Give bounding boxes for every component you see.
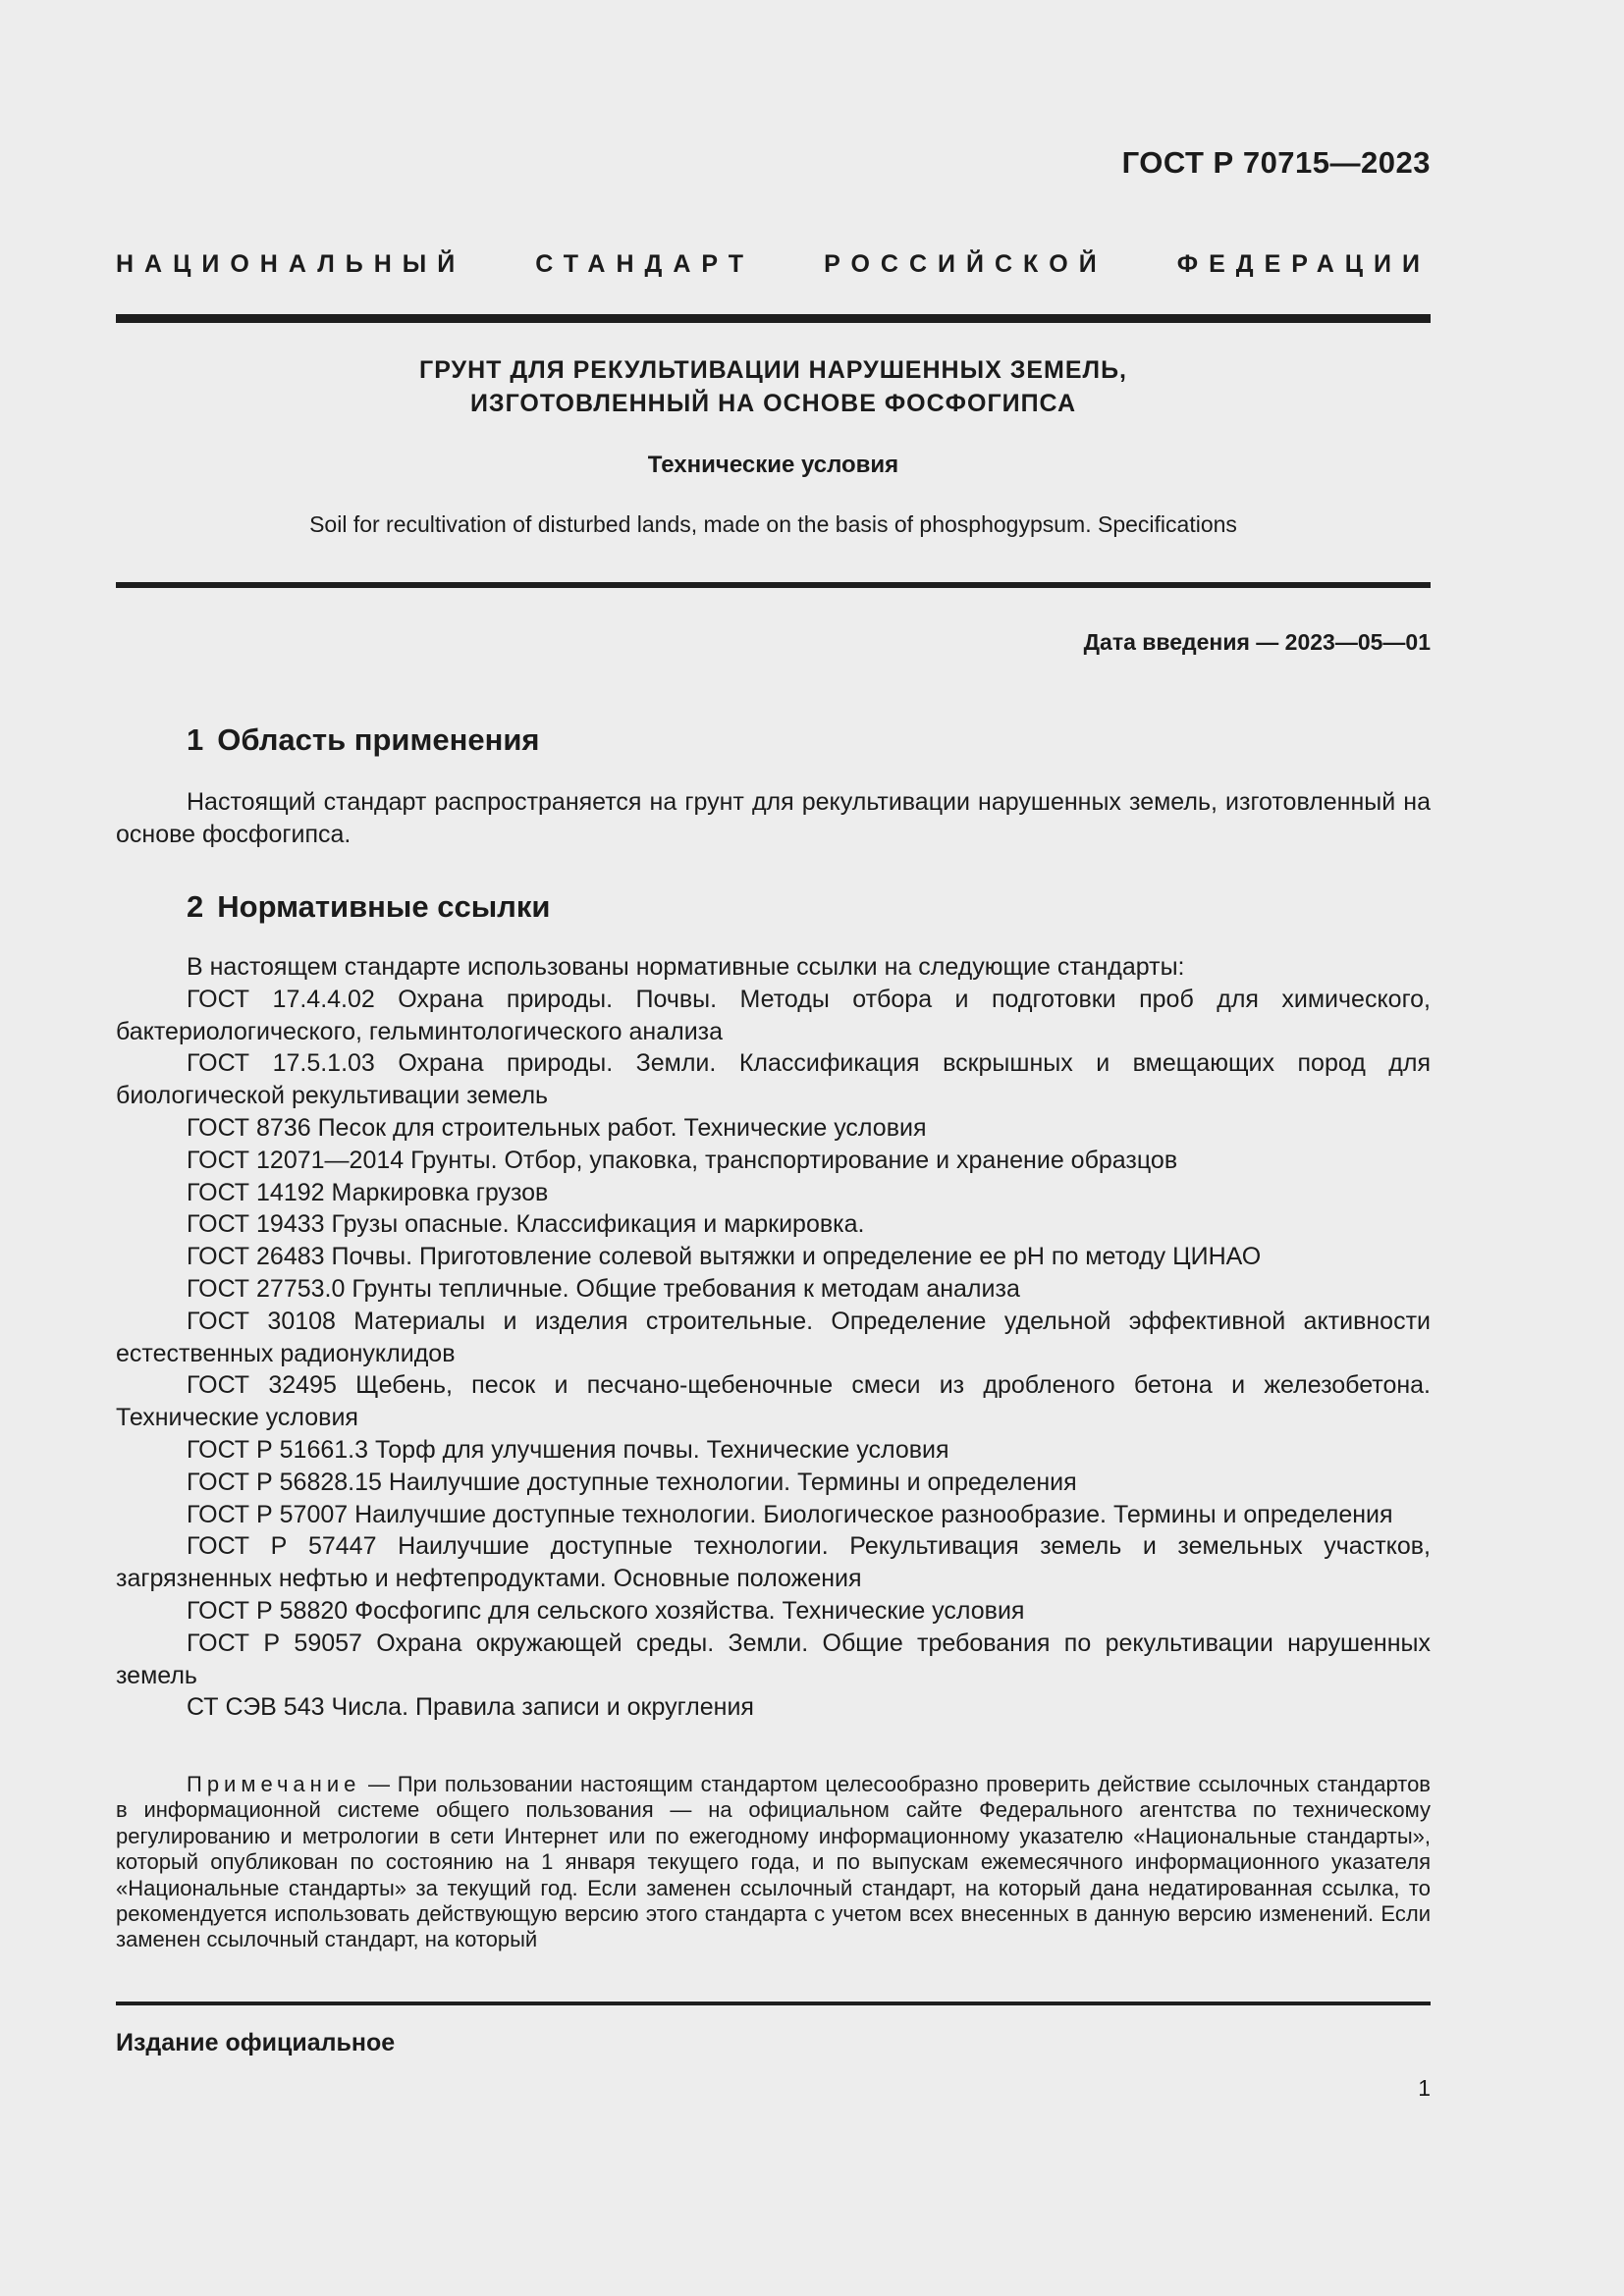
reference-item: ГОСТ 14192 Маркировка грузов <box>187 1178 549 1206</box>
reference-item: ГОСТ 8736 Песок для строительных работ. Технические условия <box>187 1113 927 1142</box>
reference-item: ГОСТ 19433 Грузы опасные. Классификация и маркировка. <box>187 1210 865 1239</box>
section-2-heading <box>187 889 550 925</box>
note-block <box>116 1772 1431 1953</box>
note-label: Примечание <box>187 1772 361 1796</box>
reference-item: ГОСТ Р 59057 Охрана окружающей среды. Земли. Общие требования по рекультивации нарушенных земель <box>116 1629 1431 1689</box>
introduction-date: Дата введения — 2023—05—01 <box>1083 629 1431 655</box>
note-text: — При пользовании настоящим стандартом целесообразно проверить действие ссылочных стандартов в информационной системе общего пользования — на официальном сайте Федерального агентства по техническому регулированию и метрологии в сети Интернет или по ежегодному информационному указателю «Национальные стандарты», который опубликован по состоянию на 1 января текущего года, и по выпускам ежемесячного информационного указателя «Национальные стандарты» за текущий год. Если заменен ссылочный стандарт, на который дана недатированная ссылка, то рекомендуется использовать действующую версию этого стандарта с учетом всех внесенных в данную версию изменений. Если заменен ссылочный стандарт, на который <box>116 1772 1431 1952</box>
section-number: 1 <box>187 722 204 757</box>
national-standard-banner: НАЦИОНАЛЬНЫЙ СТАНДАРТ РОССИЙСКОЙ ФЕДЕРАЦИИ <box>116 250 1431 278</box>
reference-item: СТ СЭВ 543 Числа. Правила записи и округления <box>187 1693 754 1722</box>
title-line-2: ИЗГОТОВЛЕННЫЙ НА ОСНОВЕ ФОСФОГИПСА <box>469 390 1077 417</box>
reference-item: ГОСТ 26483 Почвы. Приготовление солевой вытяжки и определение ее pH по методу ЦИНАО <box>187 1243 1262 1271</box>
reference-item: ГОСТ 32495 Щебень, песок и песчано-щебеночные смеси из дробленого бетона и железобетона. Технические условия <box>116 1371 1431 1432</box>
reference-item: ГОСТ 27753.0 Грунты тепличные. Общие требования к методам анализа <box>187 1274 1020 1303</box>
reference-item: ГОСТ Р 57007 Наилучшие доступные технологии. Биологическое разнообразие. Термины и определения <box>187 1500 1393 1528</box>
document-subtitle: Технические условия <box>647 452 899 478</box>
title-line-1: ГРУНТ ДЛЯ РЕКУЛЬТИВАЦИИ НАРУШЕННЫХ ЗЕМЕЛЬ, <box>419 356 1127 384</box>
page-number: 1 <box>1418 2075 1431 2101</box>
title-divider <box>116 582 1431 588</box>
note-paragraph <box>116 1772 1431 1953</box>
reference-item: ГОСТ Р 57447 Наилучшие доступные технологии. Рекультивация земель и земельных участков, загрязненных нефтью и нефтепродуктами. Основные положения <box>116 1532 1431 1593</box>
reference-item: ГОСТ Р 51661.3 Торф для улучшения почвы. Технические условия <box>187 1435 949 1464</box>
section-title: Нормативные ссылки <box>217 889 551 924</box>
reference-item: ГОСТ 12071—2014 Грунты. Отбор, упаковка, транспортирование и хранение образцов <box>187 1146 1178 1174</box>
section-number: 2 <box>187 889 204 924</box>
references-intro: В настоящем стандарте использованы нормативные ссылки на следующие стандарты: <box>187 953 1185 981</box>
section-1-body <box>116 786 1431 851</box>
section-2-body <box>116 951 1431 1724</box>
gost-code: ГОСТ Р 70715—2023 <box>1121 145 1431 180</box>
reference-item: ГОСТ 17.4.4.02 Охрана природы. Почвы. Методы отбора и подготовки проб для химического, бактериологического, гельминтологического анализа <box>116 985 1431 1045</box>
reference-item: ГОСТ Р 56828.15 Наилучшие доступные технологии. Термины и определения <box>187 1468 1077 1496</box>
footer-divider <box>116 2002 1431 2005</box>
reference-item: ГОСТ Р 58820 Фосфогипс для сельского хозяйства. Технические условия <box>187 1596 1025 1625</box>
section-title: Область применения <box>217 722 540 757</box>
section-1-heading <box>187 722 540 758</box>
official-edition-label: Издание официальное <box>116 2029 396 2056</box>
document-title <box>116 353 1431 420</box>
paragraph: Настоящий стандарт распространяется на грунт для рекультивации нарушенных земель, изготовленный на основе фосфогипса. <box>116 788 1431 848</box>
reference-item: ГОСТ 17.5.1.03 Охрана природы. Земли. Классификация вскрышных и вмещающих пород для биологической рекультивации земель <box>116 1049 1431 1110</box>
english-title: Soil for recultivation of disturbed lands, made on the basis of phosphogypsum. Specifications <box>309 511 1237 537</box>
header-divider <box>116 314 1431 323</box>
reference-item: ГОСТ 30108 Материалы и изделия строительные. Определение удельной эффективной активности естественных радионуклидов <box>116 1307 1431 1367</box>
